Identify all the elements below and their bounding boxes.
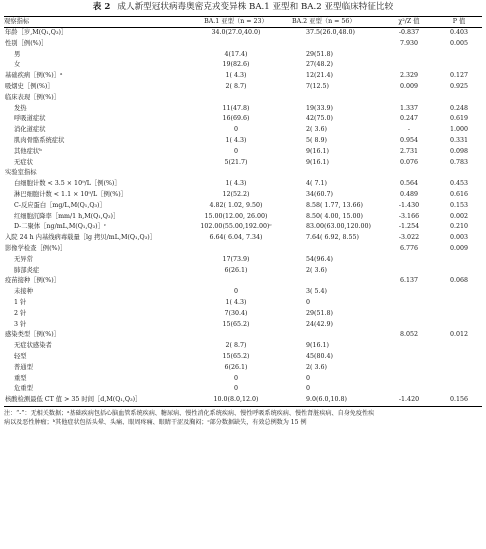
ba1-value: 0 bbox=[233, 126, 238, 134]
ba1-value bbox=[180, 330, 292, 341]
ba1-value: 6(26.1) bbox=[224, 363, 248, 371]
row-label: 3 针 bbox=[14, 320, 27, 328]
ba2-value: 42(75.0) bbox=[306, 115, 333, 123]
table-row bbox=[4, 363, 482, 374]
ba2-value: 19(33.9) bbox=[306, 104, 333, 112]
ba1-value: 1( 4.3) bbox=[225, 298, 247, 306]
header-p: P 值 bbox=[436, 17, 482, 28]
comparison-table bbox=[4, 16, 482, 407]
stat-value: 2.731 bbox=[399, 147, 419, 155]
ba1-value: 15.00(12.00, 26.00) bbox=[204, 212, 268, 220]
row-label: 男 bbox=[14, 50, 21, 58]
p-value: 0.403 bbox=[449, 29, 469, 36]
row-label: 实验室指标 bbox=[5, 169, 37, 177]
p-value bbox=[436, 309, 482, 320]
ba1-value: 7(30.4) bbox=[224, 309, 248, 317]
ba2-value bbox=[292, 39, 382, 50]
stat-value bbox=[382, 352, 436, 363]
p-value bbox=[436, 298, 482, 309]
p-value bbox=[436, 50, 482, 61]
row-label: 肺部炎症 bbox=[14, 266, 40, 274]
row-label: 核酸检测最低 CT 值 > 35 时间［d,M(Q₁,Q₃)］ bbox=[4, 395, 180, 406]
stat-value: 0.489 bbox=[399, 190, 419, 198]
p-value: 0.153 bbox=[449, 201, 469, 209]
ba2-value: 45(80.4) bbox=[306, 352, 333, 360]
p-value: 0.068 bbox=[449, 277, 469, 285]
ba1-value: 2( 8.7) bbox=[225, 342, 247, 350]
table-row bbox=[4, 82, 482, 93]
p-value: 0.156 bbox=[436, 395, 482, 406]
p-value: 0.248 bbox=[449, 104, 469, 112]
ba1-value: 1( 4.3) bbox=[225, 72, 247, 80]
row-label: 红细胞沉降率［mm/1 h,M(Q₁,Q₃)］ bbox=[14, 212, 120, 220]
ba1-value: 5(21.7) bbox=[224, 158, 248, 166]
row-label: 2 针 bbox=[14, 309, 27, 317]
table-row bbox=[4, 125, 482, 136]
ba1-value bbox=[180, 39, 292, 50]
ba1-value: 11(47.8) bbox=[222, 104, 250, 112]
table-row bbox=[4, 104, 482, 115]
ba1-value: 1( 4.3) bbox=[225, 180, 247, 188]
table-body bbox=[4, 28, 482, 407]
p-value: 0.783 bbox=[449, 158, 469, 166]
footnote-line-1: 注：“-”：无相关数据；ᵃ基础疾病包括心脑血管系统疾病、糖尿病、慢性消化系统疾病、慢性呼吸系统疾病、慢性肾脏疾病、自身免疫性疾 bbox=[4, 409, 375, 417]
table-row bbox=[4, 114, 482, 125]
p-value: 1.000 bbox=[449, 126, 469, 134]
ba2-value: 0 bbox=[306, 374, 311, 382]
row-label: 入院 24 h 内基线病毒载量［lg 拷贝/mL,M(Q₁,Q₃)］ bbox=[5, 234, 156, 242]
table-row bbox=[4, 298, 482, 309]
ba1-value: 0 bbox=[233, 147, 238, 155]
ba2-value: 12(21.4) bbox=[306, 72, 333, 80]
table-row bbox=[4, 266, 482, 277]
row-label: 无症状感染者 bbox=[14, 342, 52, 350]
row-label: 临床表现［例(%)］ bbox=[5, 93, 60, 101]
table-row bbox=[4, 233, 482, 244]
p-value: 0.005 bbox=[449, 39, 469, 47]
stat-value bbox=[382, 287, 436, 298]
row-label: 疫苗接种［例(%)］ bbox=[5, 277, 60, 285]
stat-value: 6.776 bbox=[399, 244, 419, 252]
table-row bbox=[4, 276, 482, 287]
stat-value: 1.337 bbox=[399, 104, 419, 112]
p-value bbox=[436, 352, 482, 363]
p-value: 0.003 bbox=[449, 234, 469, 242]
p-value: 0.331 bbox=[449, 136, 469, 144]
row-label: 女 bbox=[14, 61, 21, 69]
table-row bbox=[4, 179, 482, 190]
ba1-value: 6.64( 6.04, 7.34) bbox=[209, 234, 263, 242]
stat-value: 0.247 bbox=[399, 115, 419, 123]
stat-value: -0.837 bbox=[398, 29, 420, 36]
stat-value bbox=[382, 309, 436, 320]
header-ba1: BA.1 亚型（n = 23） bbox=[180, 17, 292, 28]
p-value bbox=[436, 255, 482, 266]
stat-value: 0.954 bbox=[399, 136, 419, 144]
table-page bbox=[4, 2, 482, 427]
ba1-value bbox=[180, 93, 292, 104]
ba2-value: 2( 3.6) bbox=[306, 266, 327, 274]
row-label: 感染类型［例(%)］ bbox=[5, 331, 60, 339]
ba1-value: 6(26.1) bbox=[224, 266, 248, 274]
row-label: 未接种 bbox=[14, 288, 33, 296]
p-value bbox=[436, 384, 482, 395]
ba2-value: 7(12.5) bbox=[306, 82, 329, 90]
p-value bbox=[436, 168, 482, 179]
table-row bbox=[4, 39, 482, 50]
ba1-value: 4(17.4) bbox=[224, 50, 248, 58]
ba2-value: 54(96.4) bbox=[306, 255, 333, 263]
p-value bbox=[436, 320, 482, 331]
p-value: 0.012 bbox=[449, 331, 469, 339]
ba1-value: 15(65.2) bbox=[222, 352, 250, 360]
ba2-value: 29(51.8) bbox=[306, 50, 333, 58]
stat-value: -1.430 bbox=[398, 201, 420, 209]
table-number: 表 2 bbox=[92, 2, 111, 12]
table-row bbox=[4, 384, 482, 395]
p-value bbox=[436, 93, 482, 104]
ba2-value bbox=[292, 276, 382, 287]
row-label: 轻型 bbox=[14, 352, 27, 360]
stat-value bbox=[382, 374, 436, 385]
table-row bbox=[4, 28, 482, 39]
table-row bbox=[4, 374, 482, 385]
row-label: 肌肉骨骼系统症状 bbox=[14, 136, 65, 144]
ba1-value: 12(52.2) bbox=[222, 190, 250, 198]
ba2-value: 34(60.7) bbox=[306, 190, 333, 198]
p-value bbox=[436, 60, 482, 71]
table-row bbox=[4, 341, 482, 352]
p-value: 0.002 bbox=[449, 212, 469, 220]
ba1-value bbox=[180, 168, 292, 179]
ba2-value: 8.50( 4.00, 15.00) bbox=[306, 212, 363, 220]
stat-value: -1.420 bbox=[382, 395, 436, 406]
row-label: 无异常 bbox=[14, 255, 33, 263]
p-value bbox=[436, 266, 482, 277]
table-row bbox=[4, 201, 482, 212]
ba2-value bbox=[292, 244, 382, 255]
ba1-value: 17(73.9) bbox=[222, 255, 250, 263]
ba2-value bbox=[292, 330, 382, 341]
ba1-value bbox=[180, 276, 292, 287]
table-row bbox=[4, 320, 482, 331]
p-value bbox=[436, 287, 482, 298]
ba2-value: 9(16.1) bbox=[306, 342, 329, 350]
table-row bbox=[4, 60, 482, 71]
stat-value: 8.052 bbox=[399, 331, 419, 339]
table-row bbox=[4, 212, 482, 223]
p-value: 0.616 bbox=[449, 190, 469, 198]
row-label: 普通型 bbox=[14, 363, 33, 371]
table-row bbox=[4, 309, 482, 320]
ba1-value: 19(82.6) bbox=[222, 61, 250, 69]
table-row bbox=[4, 352, 482, 363]
stat-value: -3.166 bbox=[398, 212, 420, 220]
ba2-value: 83.00(63.00,120.00) bbox=[306, 223, 372, 231]
ba1-value: 102.00(55.00,192.00)ᶜ bbox=[200, 223, 272, 231]
table-footnote bbox=[4, 409, 482, 427]
row-label: 吸烟史［例(%)］ bbox=[5, 82, 54, 90]
table-title: 成人新型冠状病毒奥密克戎变异株 BA.1 亚型和 BA.2 亚型临床特征比较 bbox=[117, 2, 394, 12]
row-label: 无症状 bbox=[14, 158, 33, 166]
row-label: 消化道症状 bbox=[14, 126, 46, 134]
ba1-value: 10.0(8.0,12.0) bbox=[180, 395, 292, 406]
table-row bbox=[4, 71, 482, 82]
stat-value bbox=[382, 384, 436, 395]
stat-value bbox=[382, 255, 436, 266]
ba2-value: 29(51.8) bbox=[306, 309, 333, 317]
p-value bbox=[436, 341, 482, 352]
row-label: 重型 bbox=[14, 374, 27, 382]
p-value: 0.619 bbox=[449, 115, 469, 123]
stat-value: 7.930 bbox=[399, 39, 419, 47]
table-row bbox=[4, 255, 482, 266]
stat-value bbox=[382, 60, 436, 71]
stat-value: 6.137 bbox=[399, 277, 419, 285]
stat-value: - bbox=[407, 126, 411, 134]
ba2-value: 4( 7.1) bbox=[306, 180, 327, 188]
ba2-value: 8.58( 1.77, 13.66) bbox=[306, 201, 363, 209]
stat-value bbox=[382, 320, 436, 331]
table-row bbox=[4, 168, 482, 179]
stat-value bbox=[382, 93, 436, 104]
ba2-value: 37.5(26.0,48.0) bbox=[306, 29, 355, 36]
table-row bbox=[4, 287, 482, 298]
ba2-value: 9.0(6.0,10.8) bbox=[292, 395, 382, 406]
stat-value bbox=[382, 266, 436, 277]
ba1-value: 16(69.6) bbox=[222, 115, 250, 123]
ba2-value: 7.64( 6.92, 8.55) bbox=[306, 234, 359, 242]
ba2-value: 9(16.1) bbox=[306, 147, 329, 155]
ba2-value: 27(48.2) bbox=[306, 61, 333, 69]
ba1-value bbox=[180, 244, 292, 255]
table-row bbox=[4, 50, 482, 61]
row-label: D-二聚体［ng/mL,M(Q₁,Q₃)］ᶜ bbox=[14, 223, 107, 231]
footnote-line-2: 病以及恶性肿瘤；ᵇ其他症状包括头晕、头痛、眼周疼痛、眼睛干涩及胸闷；ᶜ部分数据缺失，有效总例数为 15 例 bbox=[4, 418, 307, 426]
stat-value: -1.254 bbox=[398, 223, 420, 231]
ba2-value: 2( 3.6) bbox=[306, 126, 327, 134]
ba2-value bbox=[292, 93, 382, 104]
table-row bbox=[4, 158, 482, 169]
stat-value: 0.076 bbox=[399, 158, 419, 166]
row-label: 危重型 bbox=[14, 385, 33, 393]
row-label: 性别［例(%)］ bbox=[5, 39, 48, 47]
stat-value: 2.329 bbox=[399, 72, 419, 80]
row-label: 基础疾病［例(%)］ᵃ bbox=[5, 72, 63, 80]
ba2-value: 2( 3.6) bbox=[306, 363, 327, 371]
ba1-value: 1( 4.3) bbox=[225, 136, 247, 144]
p-value: 0.210 bbox=[449, 223, 469, 231]
p-value bbox=[436, 374, 482, 385]
stat-value: 0.009 bbox=[399, 82, 419, 90]
ba1-value: 4.82( 1.02, 9.50) bbox=[209, 201, 263, 209]
stat-value bbox=[382, 298, 436, 309]
table-row bbox=[4, 147, 482, 158]
table-row bbox=[4, 244, 482, 255]
ba1-value: 0 bbox=[233, 385, 238, 393]
stat-value: 0.564 bbox=[399, 180, 419, 188]
row-label: 年龄［岁,M(Q₁,Q₃)］ bbox=[5, 29, 68, 36]
ba1-value: 0 bbox=[233, 288, 238, 296]
p-value: 0.453 bbox=[449, 180, 469, 188]
row-label: 呼吸道症状 bbox=[14, 115, 46, 123]
p-value: 0.009 bbox=[449, 244, 469, 252]
row-label: 1 针 bbox=[14, 298, 27, 306]
p-value: 0.127 bbox=[449, 72, 469, 80]
table-row bbox=[4, 330, 482, 341]
ba2-value: 9(16.1) bbox=[306, 158, 329, 166]
ba1-value: 2( 8.7) bbox=[225, 82, 247, 90]
ba1-value: 15(65.2) bbox=[222, 320, 250, 328]
ba1-value: 0 bbox=[233, 374, 238, 382]
header-ba2: BA.2 亚型（n = 56） bbox=[292, 17, 382, 28]
stat-value: -3.022 bbox=[398, 234, 420, 242]
row-label: 白细胞计数 < 3.5 × 10⁹/L［例(%)］ bbox=[14, 180, 121, 188]
ba2-value bbox=[292, 168, 382, 179]
table-row bbox=[4, 93, 482, 104]
row-label: 淋巴细胞计数 < 1.1 × 10⁹/L［例(%)］ bbox=[14, 190, 127, 198]
stat-value bbox=[382, 363, 436, 374]
header-row bbox=[4, 17, 482, 28]
table-row bbox=[4, 190, 482, 201]
table-row bbox=[4, 395, 482, 406]
row-label: 影像学检查［例(%)］ bbox=[5, 244, 67, 252]
row-label: 其他症状ᵇ bbox=[14, 147, 42, 155]
header-indicator: 观察指标 bbox=[4, 17, 180, 28]
ba2-value: 24(42.9) bbox=[306, 320, 333, 328]
ba1-value: 34.0(27.0,40.0) bbox=[211, 29, 261, 36]
row-label: C-反应蛋白［mg/L,M(Q₁,Q₃)］ bbox=[14, 201, 106, 209]
table-row bbox=[4, 222, 482, 233]
table-row bbox=[4, 136, 482, 147]
row-label: 发热 bbox=[14, 104, 27, 112]
ba2-value: 5( 8.9) bbox=[306, 136, 327, 144]
stat-value bbox=[382, 341, 436, 352]
stat-value bbox=[382, 50, 436, 61]
ba2-value: 0 bbox=[306, 385, 311, 393]
ba2-value: 0 bbox=[306, 298, 311, 306]
p-value bbox=[436, 363, 482, 374]
p-value: 0.098 bbox=[449, 147, 469, 155]
p-value: 0.925 bbox=[449, 82, 469, 90]
header-stat: χ²/Z 值 bbox=[382, 17, 436, 28]
ba2-value: 3( 5.4) bbox=[306, 288, 327, 296]
stat-value bbox=[382, 168, 436, 179]
table-caption bbox=[4, 2, 482, 14]
